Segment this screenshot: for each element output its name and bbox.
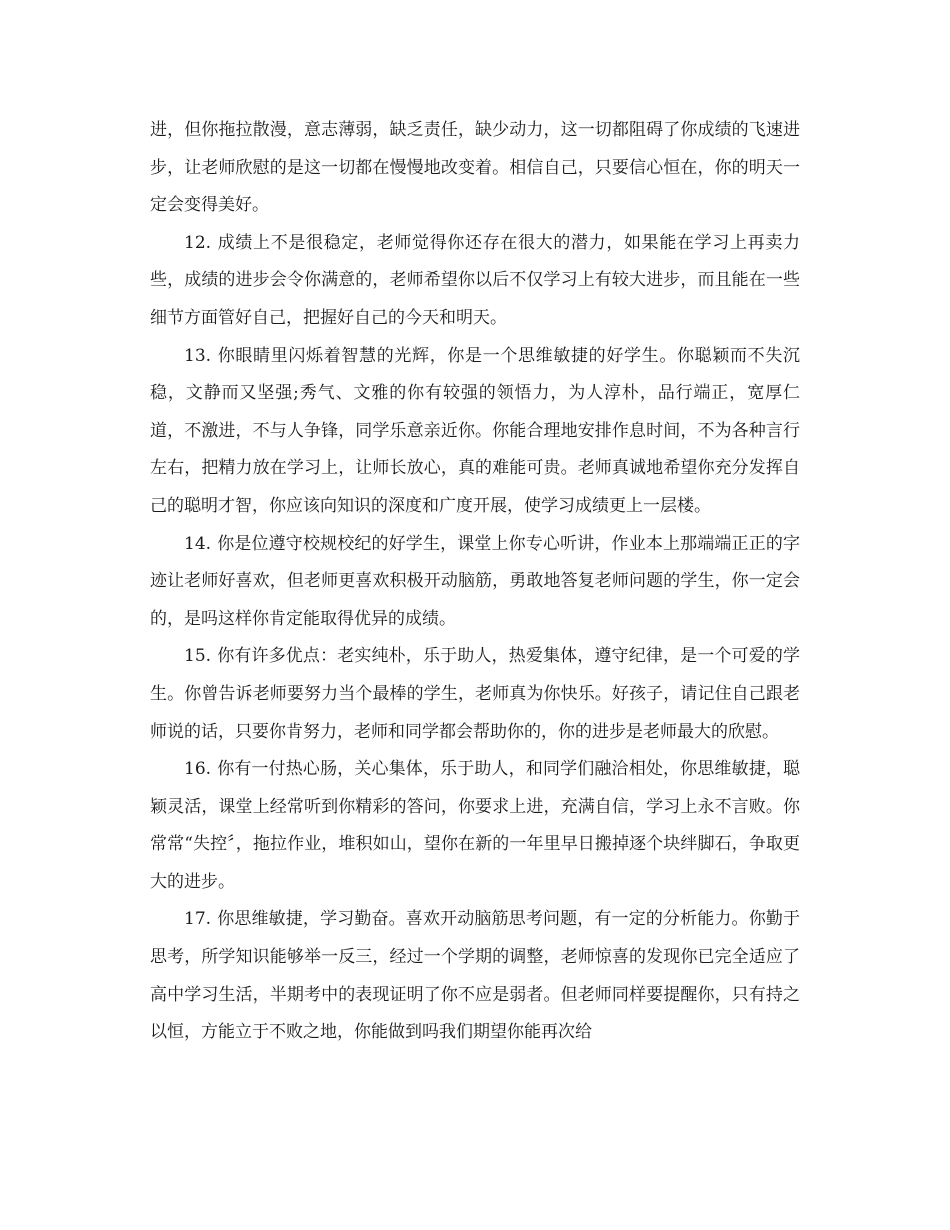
document-body	[150, 112, 800, 1052]
paragraph-text: 你是位遵守校规校纪的好学生，课堂上你专心听讲，作业本上那端端正正的字迹让老师好喜欢，但老师更喜欢积极开动脑筋，勇敢地答复老师问题的学生，你一定会的，是吗这样你肯定能取得优异的成绩。	[150, 533, 800, 629]
paragraph-continuation	[150, 112, 800, 225]
paragraph-number: 12.	[184, 232, 212, 253]
paragraph-number: 16.	[184, 759, 212, 780]
paragraph-text: 你思维敏捷，学习勤奋。喜欢开动脑筋思考问题，有一定的分析能力。你勤于思考，所学知识能够举一反三，经过一个学期的调整，老师惊喜的发现你已完全适应了高中学习生活，半期考中的表现证明了你不应是弱者。但老师同样要提醒你，只有持之以恒，方能立于不败之地，你能做到吗我们期望你能再次给	[150, 909, 800, 1043]
paragraph-text: 成绩上不是很稳定，老师觉得你还存在很大的潜力，如果能在学习上再卖力些，成绩的进步会令你满意的，老师希望你以后不仅学习上有较大进步，而且能在一些细节方面管好自己，把握好自己的今天和明天。	[150, 232, 800, 328]
paragraph-14	[150, 526, 800, 639]
paragraph-number: 17.	[184, 909, 212, 930]
paragraph-text: 进，但你拖拉散漫，意志薄弱，缺乏责任，缺少动力，这一切都阻碍了你成绩的飞速进步，让老师欣慰的是这一切都在慢慢地改变着。相信自己，只要信心恒在，你的明天一定会变得美好。	[150, 120, 800, 216]
paragraph-number: 13.	[184, 345, 212, 366]
paragraph-17	[150, 901, 800, 1051]
paragraph-number: 15.	[184, 646, 212, 667]
paragraph-text: 你有许多优点：老实纯朴，乐于助人，热爱集体，遵守纪律，是一个可爱的学生。你曾告诉老师要努力当个最棒的学生，老师真为你快乐。好孩子，请记住自己跟老师说的话，只要你肯努力，老师和同学都会帮助你的，你的进步是老师最大的欣慰。	[150, 646, 800, 742]
paragraph-number: 14.	[184, 533, 212, 554]
paragraph-15	[150, 638, 800, 751]
paragraph-12	[150, 225, 800, 338]
paragraph-16	[150, 751, 800, 901]
paragraph-text: 你有一付热心肠，关心集体，乐于助人，和同学们融洽相处，你思维敏捷，聪颖灵活，课堂上经常听到你精彩的答问，你要求上进，充满自信，学习上永不言败。你常常“失控〞，拖拉作业，堆积如山，望你在新的一年里早日搬掉逐个块绊脚石，争取更大的进步。	[150, 759, 800, 892]
paragraph-13	[150, 338, 800, 526]
paragraph-text: 你眼睛里闪烁着智慧的光辉，你是一个思维敏捷的好学生。你聪颖而不失沉稳，文静而又坚强;秀气、文雅的你有较强的领悟力，为人淳朴，品行端正，宽厚仁道，不激进，不与人争锋，同学乐意亲近你。你能合理地安排作息时间，不为各种言行左右，把精力放在学习上，让师长放心，真的难能可贵。老师真诚地希望你充分发挥自己的聪明才智，你应该向知识的深度和广度开展，使学习成绩更上一层楼。	[150, 345, 800, 516]
